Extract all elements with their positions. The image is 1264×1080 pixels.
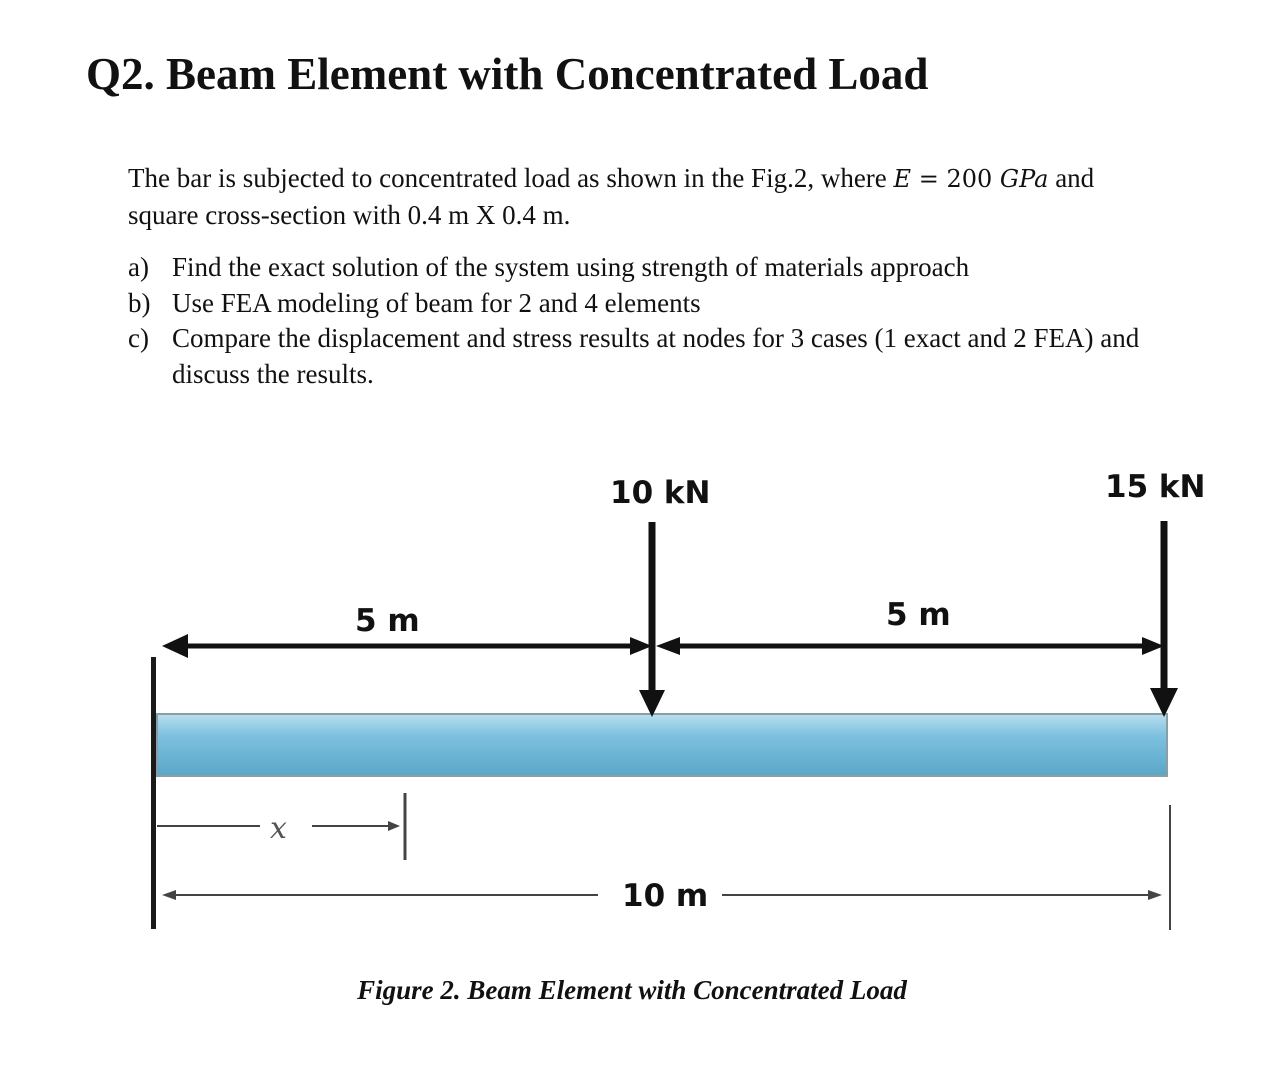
modulus-value: = 200: [911, 165, 1000, 193]
task-text: Find the exact solution of the system using strength of materials approach: [172, 252, 970, 282]
span-dimension: [162, 634, 1164, 658]
figure-caption: Figure 2. Beam Element with Concentrated Load: [357, 975, 907, 1005]
task-letter: a): [128, 252, 149, 282]
load-label-15kn: 15 kN: [1105, 469, 1206, 505]
x-variable-label: x: [270, 811, 287, 846]
task-letter: b): [128, 287, 151, 318]
load-arrow-15kn: [1150, 521, 1178, 717]
question-title: Q2. Beam Element with Concentrated Load: [86, 49, 929, 99]
span-label-right: 5 m: [886, 597, 951, 633]
modulus-unit: GPa: [999, 165, 1049, 193]
span-label-left: 5 m: [355, 603, 420, 639]
task-text: Use FEA modeling of beam for 2 and 4 elements: [172, 287, 701, 318]
total-length-label: 10 m: [622, 878, 709, 914]
beam: [157, 714, 1167, 776]
task-letter: c): [128, 323, 149, 353]
fixed-support-wall: [151, 657, 156, 929]
intro-and: and: [1048, 163, 1095, 193]
load-label-10kn: 10 kN: [610, 475, 711, 511]
task-text: Compare the displacement and stress results at nodes for 3 cases (1 exact and 2 FEA) and discuss the results.: [172, 323, 1140, 389]
intro-text: The bar is subjected to concentrated load as shown in the Fig.2, where: [128, 163, 894, 193]
cross-section-text: square cross-section with 0.4 m X 0.4 m.: [128, 200, 571, 230]
modulus-symbol: E: [893, 165, 912, 193]
load-arrow-10kn: [639, 522, 665, 717]
